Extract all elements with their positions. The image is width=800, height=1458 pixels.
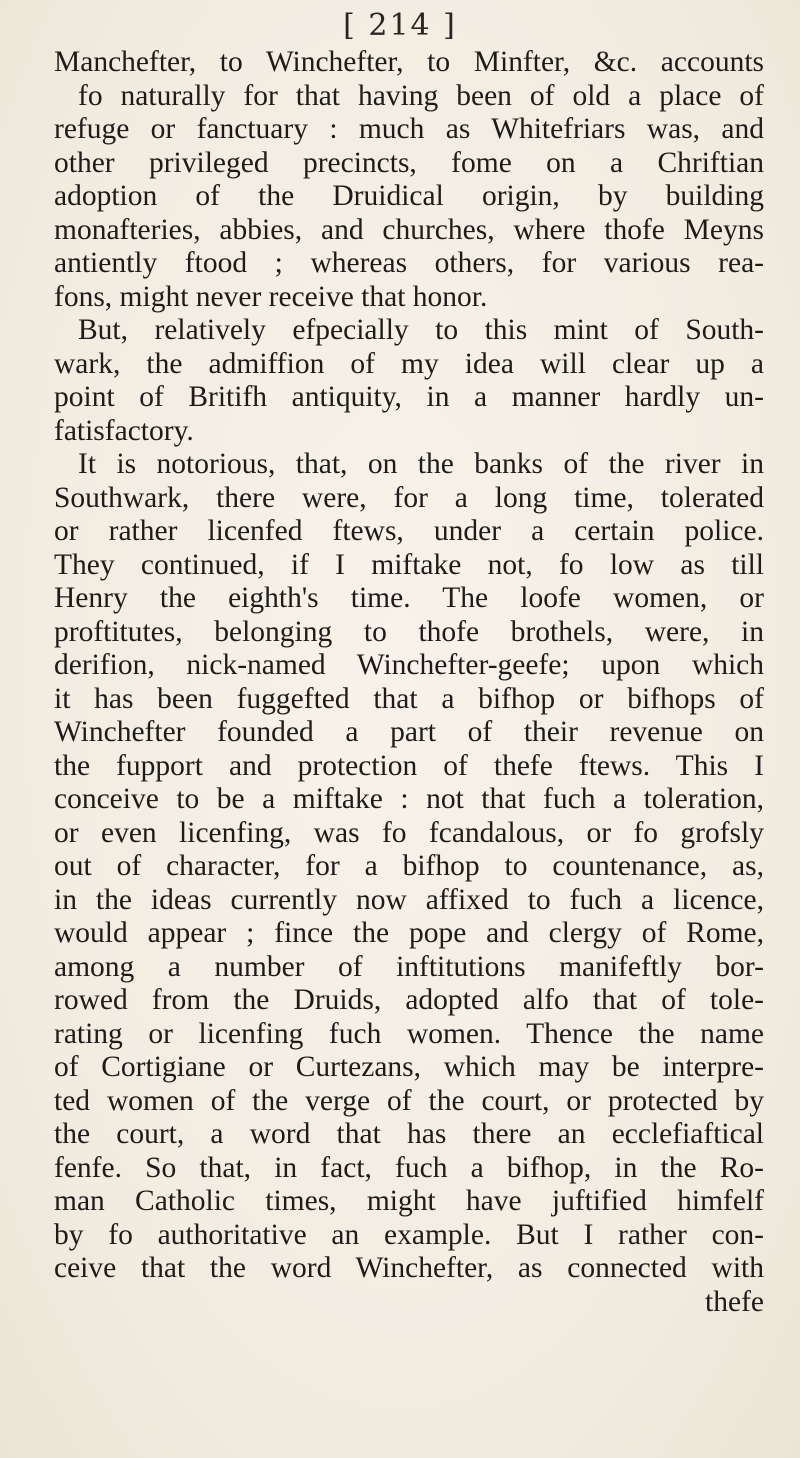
text-line: They continued, if I miftake not, fo low as till — [54, 548, 764, 581]
text-line: Southwark, there were, for a long time, tolerated — [54, 481, 764, 514]
text-line: rowed from the Druids, adopted alfo that of tole- — [54, 984, 764, 1016]
text-line: antiently ftood ; whereas others, for various rea- — [54, 247, 764, 279]
text-line: Winchefter founded a part of their revenue on — [54, 716, 764, 748]
text-line: in the ideas currently now affixed to fuch a licence, — [54, 883, 764, 916]
text-line: the fupport and protection of thefe ftews. This I — [54, 749, 764, 782]
text-line: it has been fuggefted that a bifhop or bifhops of — [54, 682, 764, 715]
text-line: or rather licenfed ftews, under a certain police. — [54, 515, 764, 547]
body-text — [54, 46, 764, 1319]
text-line: It is notorious, that, on the banks of the river in — [78, 448, 764, 480]
text-line: the court, a word that has there an ecclefiaftical — [54, 1118, 764, 1150]
text-line: ceive that the word Winchefter, as connected with — [54, 1252, 764, 1284]
text-line: or even licenfing, was fo fcandalous, or fo grofsly — [54, 816, 764, 849]
text-line: among a number of inftitutions manifeftly bor- — [54, 950, 764, 983]
text-line: wark, the admiffion of my idea will clear up a — [54, 347, 764, 380]
text-line: conceive to be a miftake : not that fuch a toleration, — [54, 783, 764, 815]
text-line: fatisfactory. — [54, 414, 194, 447]
text-line: of Cortigiane or Curtezans, which may be interpre- — [54, 1051, 764, 1083]
text-line: ted women of the verge of the court, or protected by — [54, 1084, 764, 1117]
text-line: fenfe. So that, in fact, fuch a bifhop, in the Ro- — [54, 1151, 764, 1184]
text-line: Manchefter, to Winchefter, to Minfter, &c. accounts — [54, 46, 764, 78]
text-line: would appear ; fince the pope and clergy of Rome, — [54, 917, 764, 949]
text-line: point of Britifh antiquity, in a manner hardly un- — [54, 381, 764, 413]
catchword: thefe — [705, 1285, 764, 1318]
text-line: rating or licenfing fuch women. Thence the name — [54, 1017, 764, 1050]
text-line: man Catholic times, might have juftified himfelf — [54, 1185, 764, 1217]
text-line: by fo authoritative an example. But I rather con- — [54, 1218, 764, 1251]
text-line: derifion, nick-named Winchefter-geefe; upon which — [54, 649, 764, 681]
text-line: out of character, for a bifhop to countenance, as, — [54, 850, 764, 882]
text-line: refuge or fanctuary : much as Whitefriars was, and — [54, 113, 764, 145]
text-line: proftitutes, belonging to thofe brothels, were, in — [54, 615, 764, 648]
text-line: fo naturally for that having been of old a place of — [78, 79, 764, 112]
text-line: fons, might never receive that honor. — [54, 280, 488, 313]
text-line: But, relatively efpecially to this mint of South- — [78, 314, 764, 346]
text-line: Henry the eighth's time. The loofe women, or — [54, 582, 764, 614]
page-number: [ 214 ] — [343, 8, 457, 43]
text-line: other privileged precincts, fome on a Chriftian — [54, 146, 764, 179]
text-line: adoption of the Druidical origin, by building — [54, 180, 764, 212]
text-line: monafteries, abbies, and churches, where thofe Meyns — [54, 213, 764, 246]
